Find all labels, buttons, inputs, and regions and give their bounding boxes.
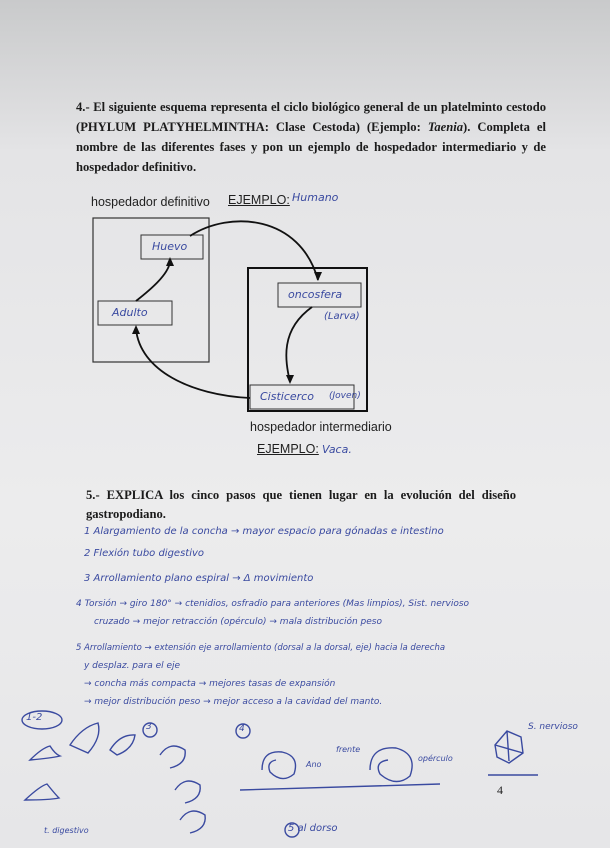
answer-line-2: 2 Flexión tubo digestivo bbox=[84, 548, 205, 559]
answer-line-3: 3 Arrollamiento plano espiral → Δ movimiento bbox=[84, 573, 314, 584]
sketch-label-dorso: 5 al dorso bbox=[288, 823, 338, 834]
stage-egg: Huevo bbox=[152, 240, 188, 253]
sketch-shell-3 bbox=[70, 723, 99, 753]
sketch-label-frente: frente bbox=[336, 745, 361, 754]
example-label-1: EJEMPLO: bbox=[228, 193, 290, 207]
sketch-label-ano: Ano bbox=[306, 760, 322, 769]
stage-cysticercus-note: (Joven) bbox=[329, 391, 361, 401]
answer-line-4: 4 Torsión → giro 180° → ctenidios, osfradio para anteriores (Mas limpios), Sist. nervioso bbox=[76, 599, 470, 609]
sketch-label-4: 4 bbox=[239, 724, 245, 734]
stage-cysticercus: Cisticerco bbox=[260, 390, 314, 403]
sketch-spiral-2 bbox=[175, 781, 200, 803]
example-answer-1: Humano bbox=[292, 191, 339, 204]
sketch-shell-1 bbox=[30, 746, 60, 760]
sketch-snail-2 bbox=[370, 748, 412, 782]
sketch-label-snervioso: S. nervioso bbox=[528, 722, 578, 732]
sketch-baseline bbox=[240, 784, 440, 790]
answer-line-5c: → concha más compacta → mejores tasas de expansión bbox=[84, 679, 336, 689]
answer-line-1: 1 Alargamiento de la concha → mayor espacio para gónadas e intestino bbox=[84, 526, 444, 537]
intermediate-host-label: hospedador intermediario bbox=[250, 420, 392, 434]
page-number: 4 bbox=[497, 783, 503, 797]
sketch-shell-4 bbox=[110, 735, 135, 755]
answer-line-4b: cruzado → mejor retracción (opérculo) → mala distribución peso bbox=[94, 617, 382, 627]
sketch-label-1-2: 1-2 bbox=[26, 712, 43, 723]
stage-oncosphere: oncosfera bbox=[288, 288, 343, 301]
answer-line-5b: y desplaz. para el eje bbox=[84, 661, 181, 671]
question-5-text: 5.- EXPLICA los cinco pasos que tienen lugar en la evolución del diseño gastropodiano. bbox=[86, 488, 516, 521]
stage-oncosphere-note: (Larva) bbox=[324, 311, 360, 322]
definitive-host-label: hospedador definitivo bbox=[91, 195, 210, 209]
answer-line-5d: → mejor distribución peso → mejor acceso a la cavidad del manto. bbox=[84, 697, 383, 707]
sketch-label-3: 3 bbox=[146, 722, 152, 732]
stage-adult: Adulto bbox=[112, 306, 148, 319]
sketch-nervous-system bbox=[495, 731, 523, 763]
example-label-2: EJEMPLO: bbox=[257, 442, 319, 456]
sketch-spiral-3 bbox=[180, 811, 205, 833]
sketch-label-digest: t. digestivo bbox=[44, 826, 89, 835]
question-4-text: 4.- El siguiente esquema representa el ciclo biológico general de un platelminto cestodo (PHYLUM PLATYHELMINTHA: Clase Cestoda) (Ejemplo: Taenia). Completa el nombre de las diferentes fases y pon un ejemplo de hospedador intermediario y de hospedador definitivo. bbox=[76, 100, 546, 174]
sketch-shell-2 bbox=[25, 784, 59, 800]
answer-line-5: 5 Arrollamiento → extensión eje arrollamiento (dorsal a la dorsal, eje) hacia la derecha bbox=[76, 643, 446, 653]
sketch-snail-1 bbox=[262, 752, 296, 779]
example-answer-2: Vaca. bbox=[322, 443, 352, 456]
sketch-label-opercul: opérculo bbox=[418, 754, 453, 763]
sketch-spiral-1 bbox=[160, 746, 185, 768]
